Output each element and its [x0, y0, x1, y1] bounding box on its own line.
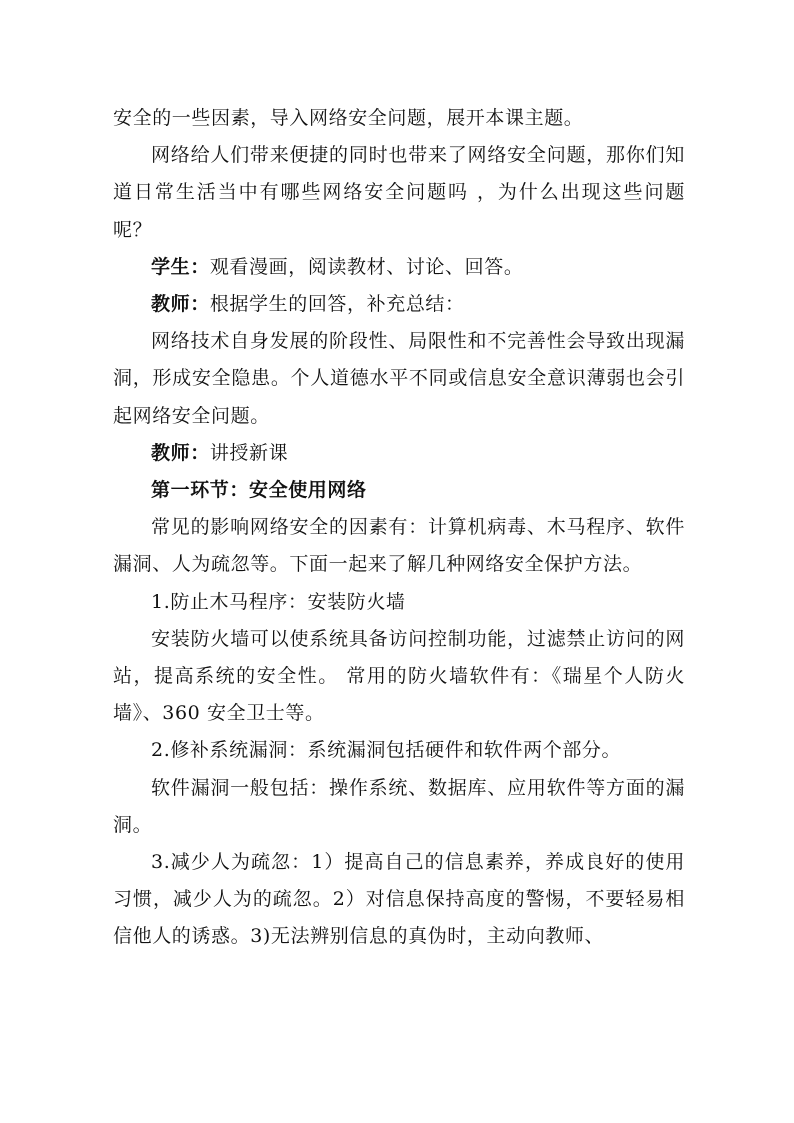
paragraph-intro-continued: 安全的一些因素，导入网络安全问题，展开本课主题。 [113, 107, 584, 129]
teacher-lecture-text: 讲授新课 [209, 441, 289, 464]
document-body [113, 100, 685, 956]
paragraph-firewall-detail: 安装防火墙可以使系统具备访问控制功能，过滤禁止访问的网站，提高系统的安全性。 常用的防火墙软件有：《瑞星个人防火墙》、360 安全卫士等。 [113, 627, 685, 725]
paragraph-factors: 常见的影响网络安全的因素有：计算机病毒、木马程序、软件漏洞、人为疏忽等。下面一起来了解几种网络安全保护方法。 [113, 516, 685, 576]
paragraph-student [113, 249, 685, 286]
list-item-firewall: 1.防止木马程序：安装防火墙 [151, 590, 406, 613]
list-item-human-error: 3.减少人为疏忽：1）提高自己的信息素养，养成良好的使用习惯，减少人为的疏忽。2）对信息保持高度的警惕，不要轻易相信他人的诱惑。3)无法辨别信息的真伪时，主动向教师、 [113, 851, 685, 948]
paragraph-teacher-summary [113, 286, 685, 323]
student-label: 学生： [151, 255, 210, 278]
student-text: 观看漫画，阅读教材、讨论、回答。 [209, 255, 524, 278]
section-heading: 第一环节：安全使用网络 [151, 479, 367, 502]
teacher-summary-text: 根据学生的回答，补充总结： [209, 293, 465, 316]
paragraph-teacher-lecture [113, 435, 685, 472]
paragraph-software-vulnerability: 软件漏洞一般包括：操作系统、数据库、应用软件等方面的漏洞。 [113, 776, 685, 836]
teacher-label: 教师： [151, 441, 210, 464]
teacher-label: 教师： [151, 293, 210, 316]
paragraph-summary-content: 网络技术自身发展的阶段性、局限性和不完善性会导致出现漏洞，形成安全隐患。个人道德水平不同或信息安全意识薄弱也会引起网络安全问题。 [113, 330, 685, 427]
paragraph-question: 网络给人们带来便捷的同时也带来了网络安全问题，那你们知道日常生活当中有哪些网络安全问题吗 ，为什么出现这些问题呢？ [113, 144, 685, 241]
list-item-patch: 2.修补系统漏洞：系统漏洞包括硬件和软件两个部分。 [151, 739, 622, 762]
